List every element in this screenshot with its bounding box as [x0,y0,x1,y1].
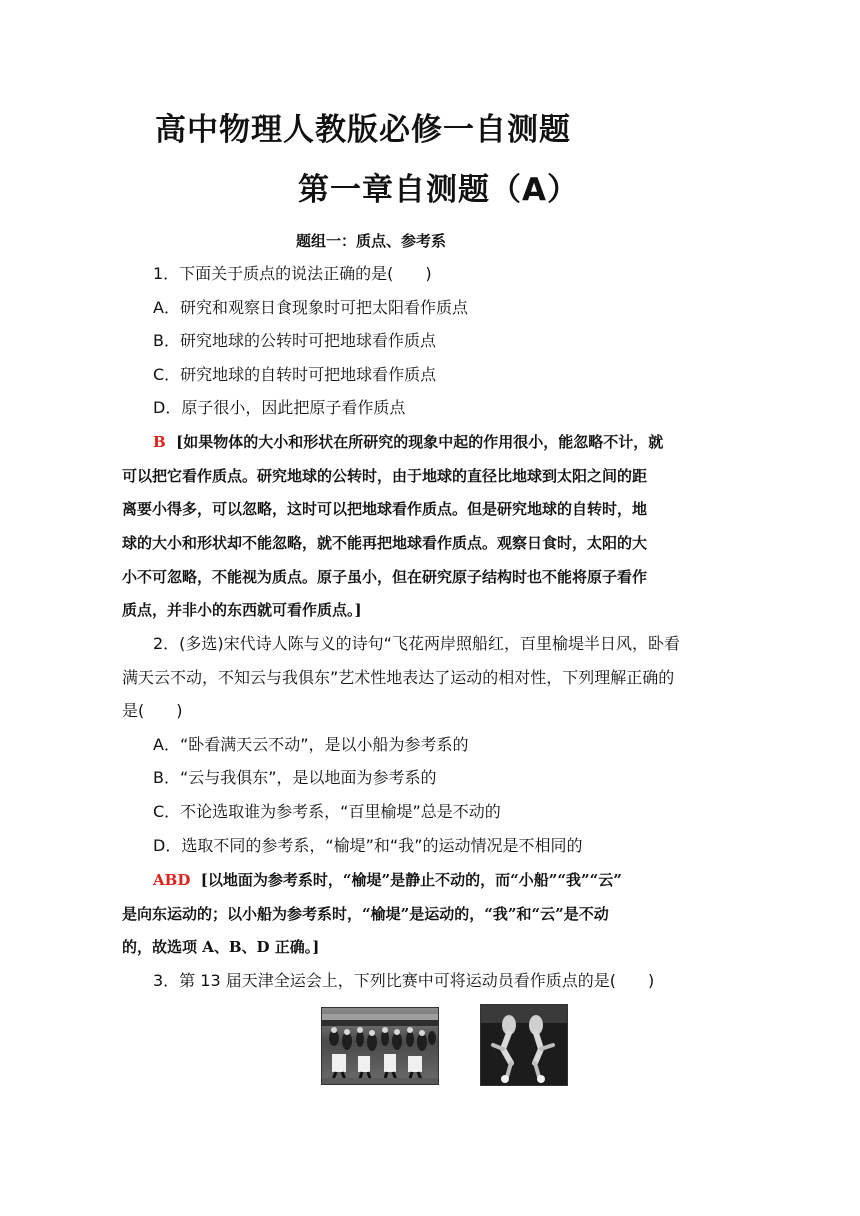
marathon-photo [321,1007,439,1085]
q3-stem: 3．第 13 届天津全运会上，下列比赛中可将运动员看作质点的是( ) [153,971,655,990]
diving-photo [480,1004,568,1086]
chapter-title: 第一章自测题（A） [298,172,579,208]
q1-explanation-4: 球的大小和形状却不能忽略，就不能再把地球看作质点。观察日食时，太阳的大 [122,534,648,552]
doc-title: 高中物理人教版必修一自测题 [155,112,571,148]
q2-option-c: C．不论选取谁为参考系，“百里榆堤”总是不动的 [153,802,501,821]
q2-option-a: A．“卧看满天云不动”，是以小船为参考系的 [153,735,469,754]
q1-explanation-1: [如果物体的大小和形状在所研究的现象中起的作用很小，能忽略不计，就 [176,433,664,451]
q2-option-b: B．“云与我俱东”，是以地面为参考系的 [153,768,437,787]
q1-option-c: C．研究地球的自转时可把地球看作质点 [153,365,437,384]
q2-option-d: D．选取不同的参考系，“榆堤”和“我”的运动情况是不相同的 [153,836,583,855]
q2-stem-3: 是( ) [122,701,183,720]
q2-answer-key: ABD [153,871,191,889]
q1-explanation-3: 离要小得多，可以忽略，这时可以把地球看作质点。但是研究地球的自转时，地 [122,500,648,518]
q2-explanation-1: [以地面为参考系时，“榆堤”是静止不动的，而“小船”“我”“云” [200,871,622,889]
q1-option-d: D．原子很小，因此把原子看作质点 [153,398,406,417]
q1-option-b: B．研究地球的公转时可把地球看作质点 [153,331,436,350]
q1-stem: 1．下面关于质点的说法正确的是( ) [153,264,432,283]
q2-stem-2: 满天云不动，不知云与我俱东”艺术性地表达了运动的相对性，下列理解正确的 [122,668,675,687]
q1-explanation-2: 可以把它看作质点。研究地球的公转时，由于地球的直径比地球到太阳之间的距 [122,467,648,485]
q1-answer-line-1 [153,432,663,452]
q1-explanation-5: 小不可忽略，不能视为质点。原子虽小，但在研究原子结构时也不能将原子看作 [122,568,648,586]
q1-answer-key: B [153,433,166,451]
q2-stem-1: 2．(多选)宋代诗人陈与义的诗句“飞花两岸照船红，百里榆堤半日风，卧看 [153,634,680,653]
q1-option-a: A．研究和观察日食现象时可把太阳看作质点 [153,298,468,317]
section-heading: 题组一：质点、参考系 [296,232,447,250]
q2-explanation-2: 是向东运动的；以小船为参考系时，“榆堤”是运动的，“我”和“云”是不动 [122,905,609,923]
q2-answer-line-1 [153,870,622,890]
q1-explanation-6: 质点，并非小的东西就可看作质点。] [122,601,362,619]
q2-explanation-3: 的，故选项 A、B、D 正确。] [122,938,320,956]
